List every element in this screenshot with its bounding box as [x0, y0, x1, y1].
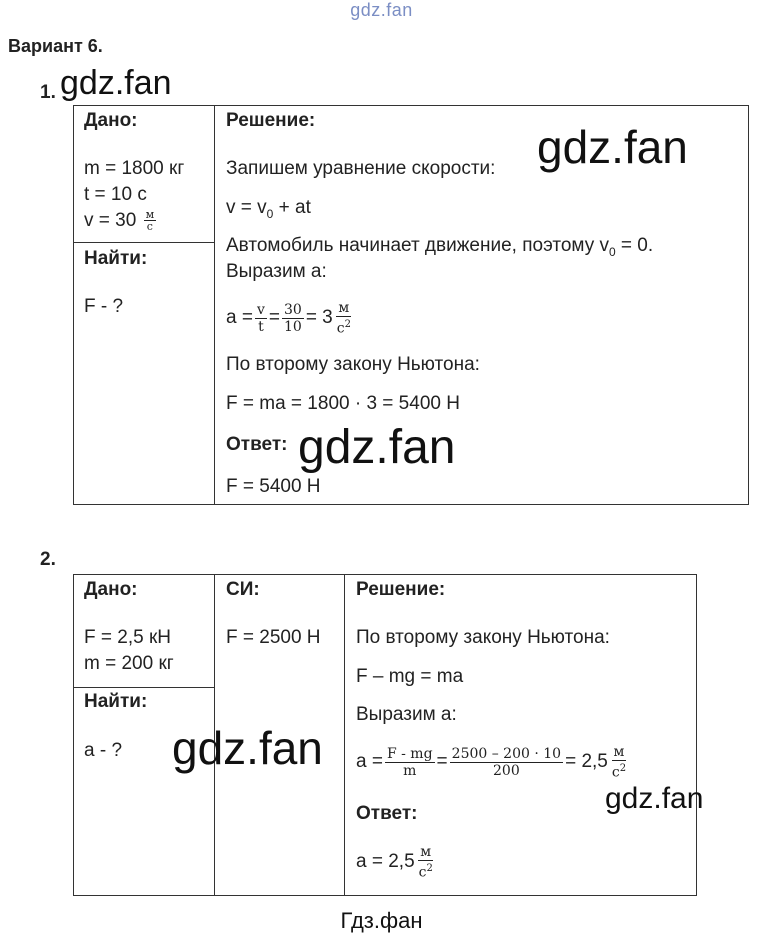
task1-line-3: Автомобиль начинает движение, поэтому $v_0 = 0$.: [226, 235, 654, 259]
top-watermark: gdz.fan: [350, 0, 413, 20]
task2-line-1: По второму закону Ньютона:: [356, 627, 610, 648]
unit-m-s2: $\frac{м}{с^2}$: [418, 843, 433, 881]
task1-line-2: $v = v_0$ + at: [226, 197, 311, 221]
fraction-30-10: $\frac{30}{10}$: [283, 301, 302, 335]
task2-given-force: F = 2,5 кН: [84, 627, 171, 648]
task1-solution-label: Решение:: [226, 110, 316, 131]
footer-watermark: Гдз.фан: [340, 908, 423, 933]
task1-formula-a: a = $\frac{v}{t}$ = $\frac{30}{10}$ = 3 $\frac{м}{с^2}$: [226, 299, 351, 337]
task2-find-label: Найти:: [84, 691, 148, 712]
task2-si-label: СИ:: [226, 579, 260, 600]
task2-answer-label: Ответ:: [356, 803, 418, 824]
task2-formula-a: a = $\frac{F - mg}{m}$ = $\frac{2500 - 200 \cdot 10}{200}$ = 2,5 $\frac{м}{с^2}$: [356, 743, 627, 781]
velocity-unit-fraction: $\frac{м}{с}$: [145, 208, 155, 234]
task1-given-time: t = 10 с: [84, 184, 147, 205]
task1-line-7: F = ma = 1800 · 3 = 5400 Н: [226, 393, 460, 414]
task2-number: 2.: [40, 549, 56, 570]
task2-find: a - ?: [84, 740, 123, 761]
fraction-v-t: $\frac{v}{t}$: [256, 301, 265, 335]
fraction-numeric: $\frac{2500 - 200 \cdot 10}{200}$: [451, 745, 562, 779]
variant-title: Вариант 6.: [8, 36, 103, 56]
task1-number: 1.: [40, 82, 56, 103]
task1-given-label: Дано:: [84, 110, 138, 131]
watermark: gdz.fan: [605, 782, 704, 815]
watermark: gdz.fan: [60, 64, 172, 102]
task1-given-velocity: v = 30 $\frac{м}{с}$: [84, 208, 155, 234]
task1-line-6: По второму закону Ньютона:: [226, 354, 480, 375]
task2-given-label: Дано:: [84, 579, 138, 600]
task2-line-3: Выразим a:: [356, 704, 457, 725]
task2-line-2: F – mg = ma: [356, 666, 464, 687]
task1-answer: F = 5400 Н: [226, 476, 321, 497]
task2-given-mass: m = 200 кг: [84, 653, 174, 674]
watermark: gdz.fan: [172, 722, 323, 774]
task1-answer-label: Ответ:: [226, 434, 288, 455]
fraction-force-mass: $\frac{F - mg}{m}$: [386, 745, 433, 779]
watermark: gdz.fan: [298, 421, 456, 474]
task1-given-mass: m = 1800 кг: [84, 158, 185, 179]
task1-find: F - ?: [84, 296, 124, 317]
watermark: gdz.fan: [537, 121, 688, 173]
unit-m-s2: $\frac{м}{с^2}$: [336, 299, 351, 337]
task2-si-value: F = 2500 Н: [226, 627, 321, 648]
unit-m-s2: $\frac{м}{с^2}$: [611, 743, 627, 781]
task1-line-4: Выразим a:: [226, 261, 327, 282]
task1-line-1: Запишем уравнение скорости:: [226, 158, 496, 179]
task2-solution-label: Решение:: [356, 579, 446, 600]
task2-answer: a = 2,5 $\frac{м}{с^2}$: [356, 843, 433, 881]
task1-find-label: Найти:: [84, 248, 148, 269]
